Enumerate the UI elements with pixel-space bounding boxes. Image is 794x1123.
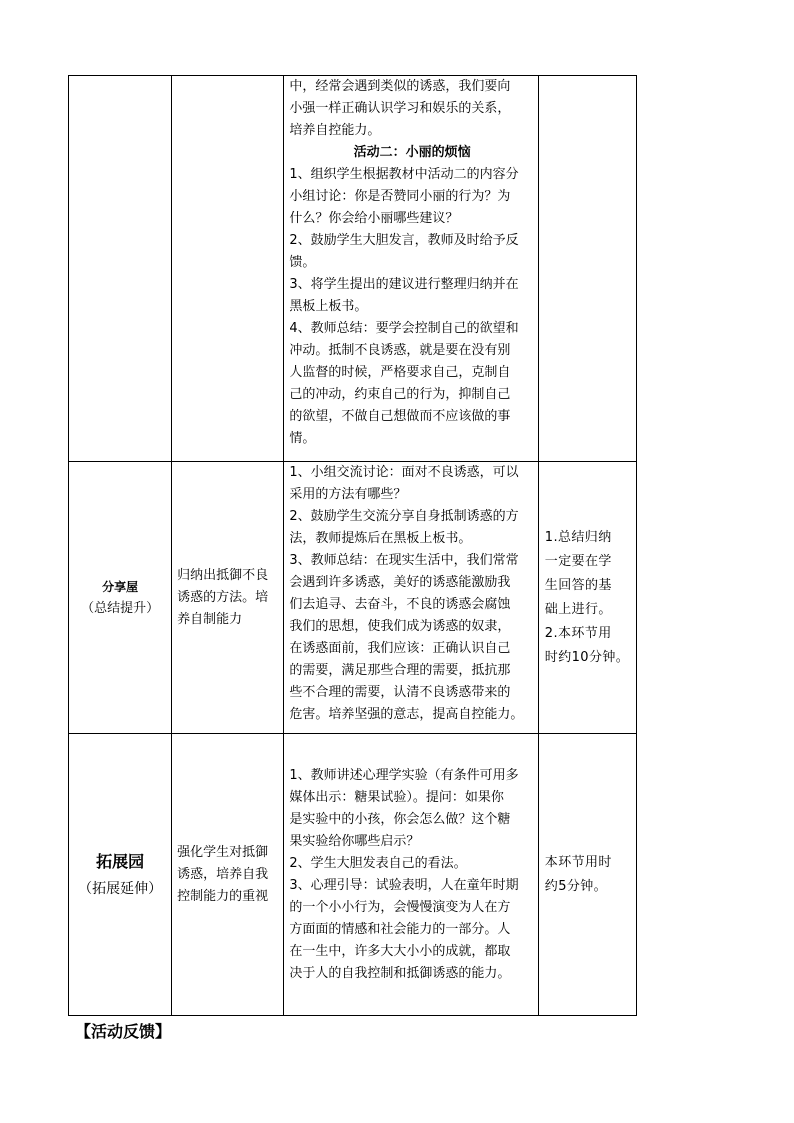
process-line: 媒体出示：糖果试验）。提问：如果你 — [289, 789, 504, 805]
process-line: 的需要，满足那些合理的需要，抵抗那 — [289, 663, 511, 678]
process-line: 果实验给你哪些启示？ — [289, 833, 420, 849]
stage-subtitle: （总结提升） — [81, 600, 160, 616]
table-row — [69, 76, 637, 462]
section-heading: 【活动反馈】 — [75, 1022, 172, 1041]
process-line: 3、教师总结：在现实生活中，我们常常 — [289, 553, 519, 568]
process-line: 黑板上板书。 — [289, 299, 368, 314]
process-line: 我们的思想，使我们成为诱惑的奴隶， — [289, 619, 511, 634]
process-cell — [284, 734, 538, 1016]
note-line: 础上进行。 — [544, 601, 612, 617]
lesson-plan-table — [68, 75, 637, 1016]
process-line: 1、小组交流讨论：面对不良诱惑，可以 — [289, 465, 519, 480]
process-line: 法，教师提炼后在黑板上板书。 — [289, 531, 472, 546]
stage-cell — [69, 734, 172, 1016]
goal-text — [172, 565, 283, 631]
stage-cell — [69, 462, 172, 734]
process-line: 在一生中，许多大大小小的成就，都取 — [289, 943, 511, 959]
process-line: 们去追寻、去奋斗，不良的诱惑会腐蚀 — [289, 597, 511, 612]
stage-label — [69, 576, 171, 620]
note-line: 生回答的基 — [544, 577, 612, 593]
goal-line: 诱惑的方法。培 — [177, 589, 269, 605]
process-line: 己的冲动，约束自己的行为，抑制自己 — [289, 387, 511, 402]
process-line: 方面面的情感和社会能力的一部分。人 — [289, 921, 511, 937]
process-line: 危害。培养坚强的意志，提高自控能力。 — [289, 707, 524, 722]
process-line: 2、鼓励学生交流分享自身抵制诱惑的方 — [289, 509, 519, 524]
process-line: 人监督的时候，严格要求自己，克制自 — [289, 365, 511, 380]
process-line: 2、鼓励学生大胆发言，教师及时给予反 — [289, 233, 519, 248]
activity-title: 活动二：小丽的烦恼 — [353, 145, 471, 160]
process-line: 馈。 — [289, 255, 316, 270]
process-line: 决于人的自我控制和抵御诱惑的能力。 — [289, 965, 511, 981]
process-text — [284, 462, 537, 726]
process-line: 在诱惑面前，我们应该：正确认识自己 — [289, 641, 511, 656]
process-line: 些不合理的需要，认清不良诱惑带来的 — [289, 685, 511, 700]
goal-cell — [172, 462, 284, 734]
goal-cell — [172, 734, 284, 1016]
table-row — [69, 462, 637, 734]
process-text — [284, 765, 537, 985]
stage-label — [69, 848, 171, 902]
stage-subtitle: （拓展延伸） — [78, 880, 163, 897]
process-line: 1、教师讲述心理学实验（有条件可用多 — [289, 767, 519, 783]
process-line: 冲动。抵制不良诱惑，就是要在没有别 — [289, 343, 511, 358]
notes-text — [539, 851, 636, 899]
stage-cell — [69, 76, 172, 462]
table-row — [69, 734, 637, 1016]
process-line: 1、组织学生根据教材中活动二的内容分 — [289, 167, 519, 182]
process-line: 的欲望，不做自己想做而不应该做的事 — [289, 409, 511, 424]
goal-line: 控制能力的重视 — [177, 888, 269, 904]
stage-name: 分享屋 — [102, 579, 139, 594]
process-line: 的一个小小行为，会慢慢演变为人在方 — [289, 899, 511, 915]
process-line: 什么？你会给小丽哪些建议？ — [289, 211, 459, 226]
note-line: 时约10分钟。 — [544, 649, 630, 665]
process-line: 小强一样正确认识学习和娱乐的关系， — [289, 101, 511, 116]
notes-cell — [538, 462, 636, 734]
process-line: 培养自控能力。 — [289, 123, 381, 138]
note-line: 一定要在学 — [544, 553, 612, 569]
stage-name: 拓展园 — [96, 851, 145, 871]
process-line: 3、心理引导：试验表明，人在童年时期 — [289, 877, 519, 893]
goal-cell — [172, 76, 284, 462]
note-line: 1.总结归纳 — [544, 529, 612, 545]
process-cell — [284, 76, 538, 462]
process-cell — [284, 462, 538, 734]
process-line: 情。 — [289, 431, 316, 446]
process-line: 4、教师总结：要学会控制自己的欲望和 — [289, 321, 519, 336]
process-line: 2、学生大胆发表自己的看法。 — [289, 855, 467, 871]
note-line: 约5分钟。 — [544, 878, 608, 894]
notes-cell — [538, 76, 636, 462]
process-line: 是实验中的小孩，你会怎么做？这个糖 — [289, 811, 511, 827]
notes-text — [539, 526, 636, 670]
process-text — [284, 76, 537, 450]
goal-line: 诱惑，培养自我 — [177, 866, 269, 882]
note-line: 本环节用时 — [544, 854, 612, 870]
goal-text — [172, 842, 283, 908]
note-line: 2.本环节用 — [544, 625, 612, 641]
process-line: 3、将学生提出的建议进行整理归纳并在 — [289, 277, 519, 292]
goal-line: 养自制能力 — [177, 611, 243, 627]
process-line: 会遇到许多诱惑，美好的诱惑能激励我 — [289, 575, 511, 590]
process-line: 采用的方法有哪些？ — [289, 487, 407, 502]
notes-cell — [538, 734, 636, 1016]
process-line: 小组讨论：你是否赞同小丽的行为？为 — [289, 189, 511, 204]
process-line: 中，经常会遇到类似的诱惑，我们要向 — [289, 79, 511, 94]
goal-line: 归纳出抵御不良 — [177, 567, 269, 583]
goal-line: 强化学生对抵御 — [177, 844, 269, 860]
